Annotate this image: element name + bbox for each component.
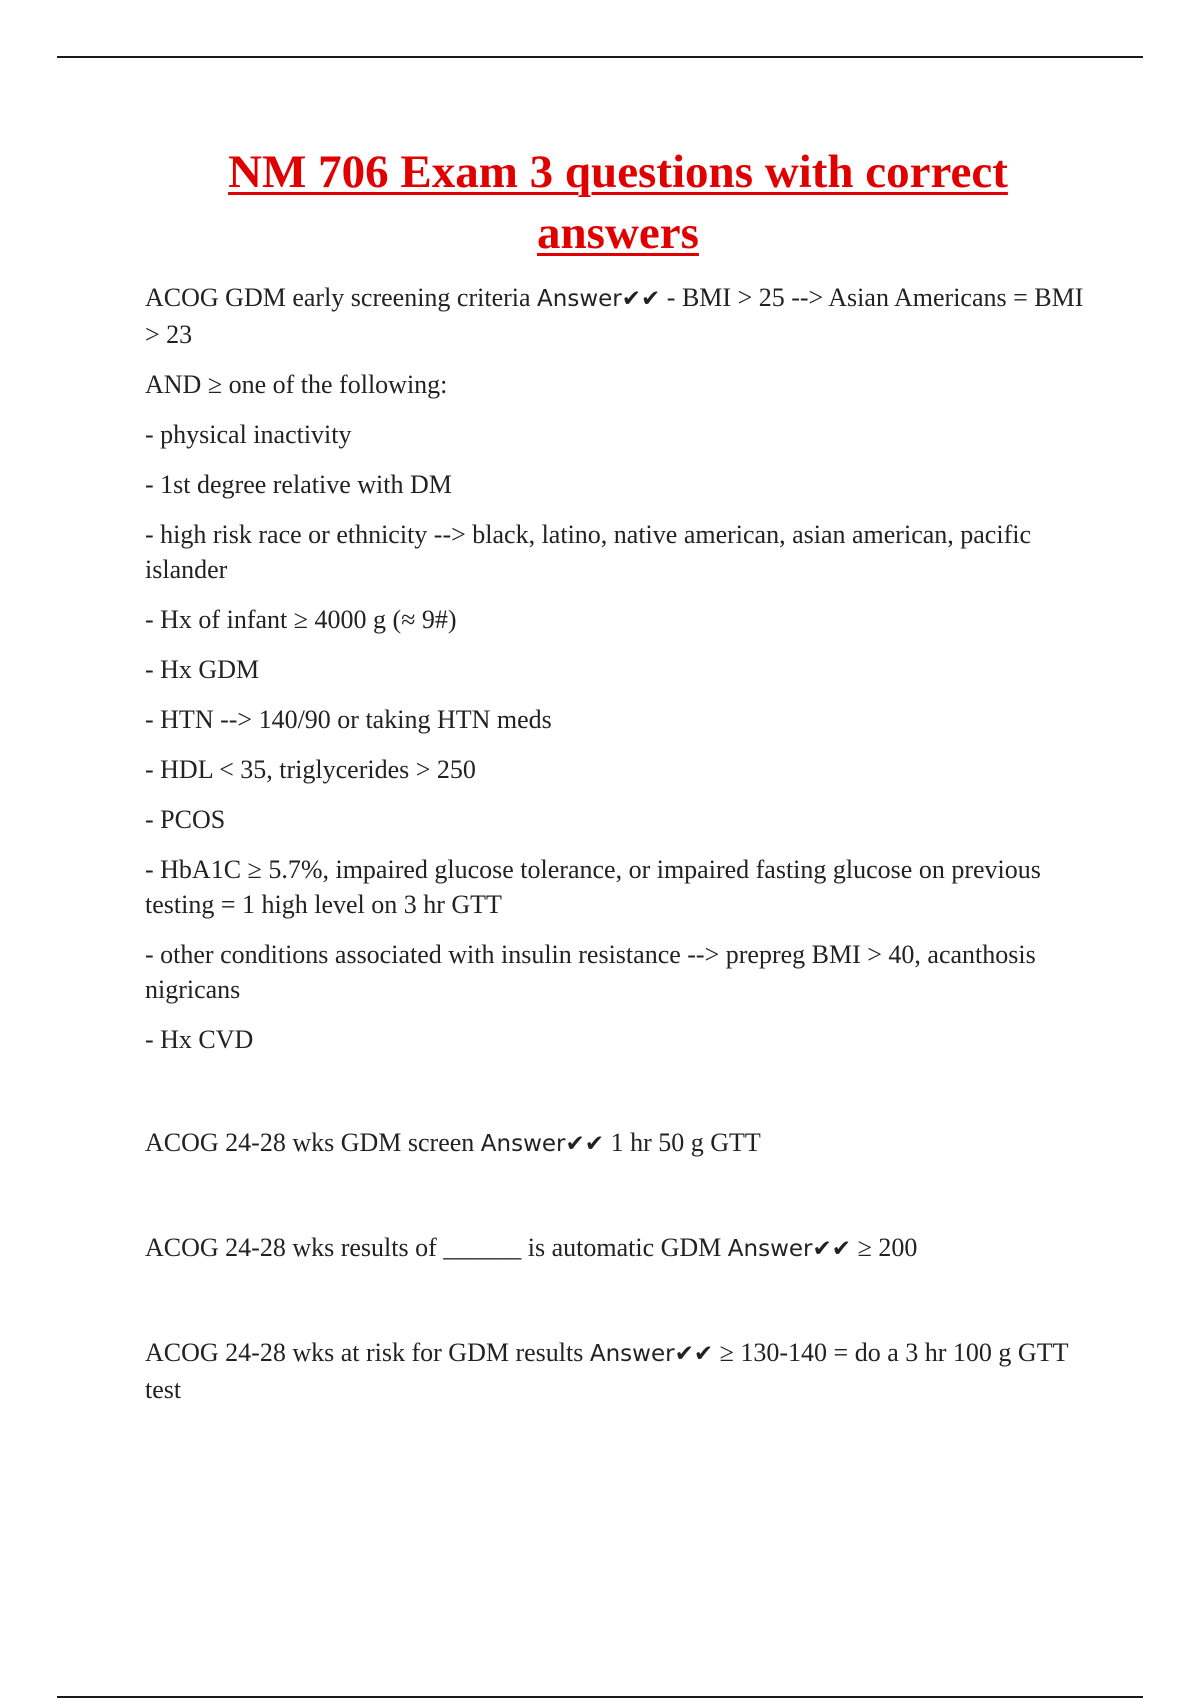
qa-3-question: ACOG 24-28 wks results of ______ is automatic GDM [145,1233,722,1262]
qa-4-answer: ≥ 130-140 = do a 3 hr 100 g GTT test [145,1338,1068,1404]
qa-1-criteria-intro: AND ≥ one of the following: [145,370,448,399]
qa-3-answer: ≥ 200 [857,1233,918,1262]
footer-rule [57,1696,1143,1698]
qa-2-answer: 1 hr 50 g GTT [610,1128,761,1157]
qa-1-answer: - BMI > 25 --> Asian Americans = BMI > 23 [145,283,1084,349]
criteria-item: - other conditions associated with insulin resistance --> prepreg BMI > 40, acanthosis nigricans [145,940,1036,1004]
criteria-item: - 1st degree relative with DM [145,470,452,499]
document-title: NM 706 Exam 3 questions with correct answers [228,146,1008,259]
qa-1-question-answer [145,280,1095,352]
qa-1-question: ACOG GDM early screening criteria [145,283,531,312]
header-rule [57,56,1143,58]
qa-2-question: ACOG 24-28 wks GDM screen [145,1128,475,1157]
criteria-item: - HbA1C ≥ 5.7%, impaired glucose tolerance, or impaired fasting glucose on previous testing = 1 high level on 3 hr GTT [145,855,1041,919]
criteria-item: - PCOS [145,805,226,834]
document-body [145,280,1095,1422]
criteria-item: - Hx of infant ≥ 4000 g (≈ 9#) [145,605,457,634]
answer-marker: Answer✔✔ [589,1341,714,1367]
answer-marker: Answer✔✔ [727,1236,852,1262]
criteria-item: - HDL < 35, triglycerides > 250 [145,755,476,784]
criteria-item: - HTN --> 140/90 or taking HTN meds [145,705,552,734]
answer-marker: Answer✔✔ [537,286,661,312]
qa-2-question-answer [145,1125,1095,1162]
qa-4-question-answer [145,1335,1095,1407]
qa-4-question: ACOG 24-28 wks at risk for GDM results [145,1338,584,1367]
criteria-item: - high risk race or ethnicity --> black, latino, native american, asian american, pacific islander [145,520,1031,584]
criteria-item: - Hx GDM [145,655,260,684]
criteria-item: - Hx CVD [145,1025,254,1054]
criteria-item: - physical inactivity [145,420,352,449]
answer-marker: Answer✔✔ [480,1131,605,1157]
qa-3-question-answer [145,1230,1095,1267]
